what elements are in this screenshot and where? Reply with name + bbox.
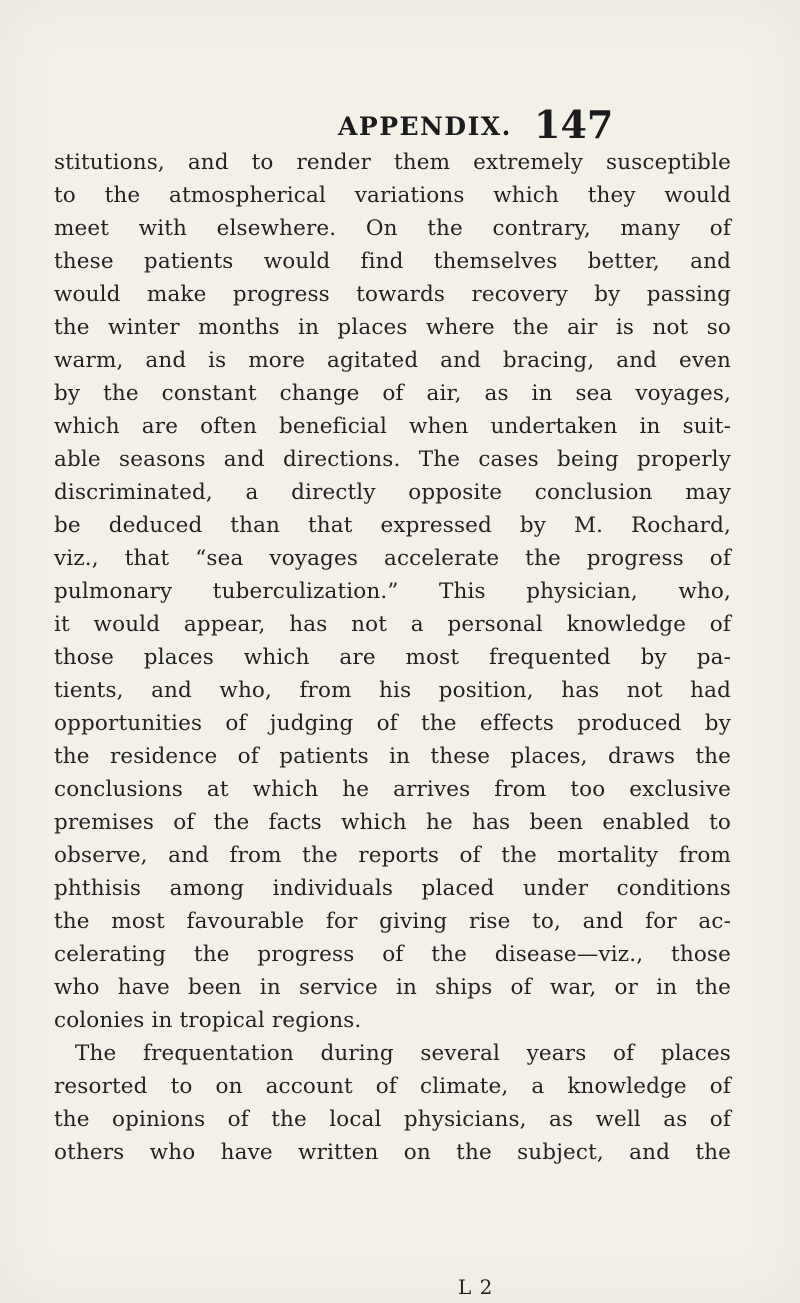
text-line: opportunities of judging of the effects produced by: [54, 711, 731, 736]
text-line: which are often beneficial when undertaken in suit-: [54, 414, 731, 439]
text-line: tients, and who, from his position, has not had: [54, 678, 731, 703]
text-line: the winter months in places where the air is not so: [54, 315, 731, 340]
text-line: The frequentation during several years of places: [75, 1041, 731, 1066]
text-line: colonies in tropical regions.: [54, 1008, 362, 1033]
text-line: who have been in service in ships of war, or in the: [54, 975, 731, 1000]
text-line: viz., that “sea voyages accelerate the progress of: [54, 546, 731, 571]
text-line: those places which are most frequented by pa-: [54, 645, 731, 670]
text-line: the opinions of the local physicians, as well as of: [54, 1107, 731, 1132]
text-line: these patients would find themselves better, and: [54, 249, 731, 274]
text-line: conclusions at which he arrives from too exclusive: [54, 777, 731, 802]
text-line: pulmonary tuberculization.” This physician, who,: [54, 579, 731, 604]
text-line: discriminated, a directly opposite conclusion may: [54, 480, 731, 505]
running-title: APPENDIX.: [338, 112, 512, 141]
text-line: would make progress towards recovery by passing: [54, 282, 731, 307]
text-line: resorted to on account of climate, a knowledge of: [54, 1074, 731, 1099]
text-line: phthisis among individuals placed under conditions: [54, 876, 731, 901]
text-line: premises of the facts which he has been enabled to: [54, 810, 731, 835]
text-line: warm, and is more agitated and bracing, and even: [54, 348, 731, 373]
text-line: stitutions, and to render them extremely susceptible: [54, 150, 731, 175]
signature-mark: L 2: [458, 1275, 494, 1299]
text-line: the most favourable for giving rise to, and for ac-: [54, 909, 731, 934]
text-line: the residence of patients in these places, draws the: [54, 744, 731, 769]
text-line: observe, and from the reports of the mortality from: [54, 843, 731, 868]
page-body: [54, 146, 731, 1169]
text-line: to the atmospherical variations which they would: [54, 183, 731, 208]
page-number: 147: [534, 102, 614, 147]
text-line: meet with elsewhere. On the contrary, many of: [54, 216, 731, 241]
text-line: able seasons and directions. The cases being properly: [54, 447, 731, 472]
text-line: it would appear, has not a personal knowledge of: [54, 612, 731, 637]
text-line: by the constant change of air, as in sea voyages,: [54, 381, 731, 406]
text-line: others who have written on the subject, and the: [54, 1140, 731, 1165]
text-line: celerating the progress of the disease—viz., those: [54, 942, 731, 967]
text-line: be deduced than that expressed by M. Rochard,: [54, 513, 731, 538]
